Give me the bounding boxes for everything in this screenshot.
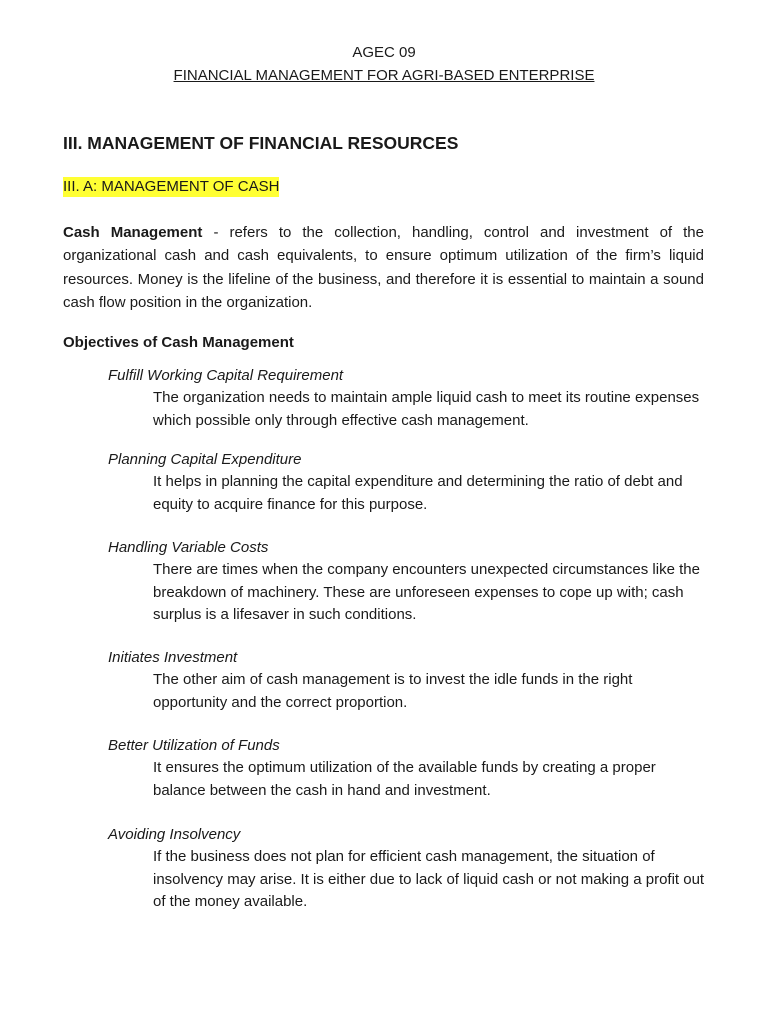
objective-title: Fulfill Working Capital Requirement [108,367,344,384]
objective-description: The organization needs to maintain ample liquid cash to meet its routine expenses which possible only through effective cash management. [153,389,700,429]
course-title-line [0,66,768,86]
objective-item-capital-expenditure [108,449,708,516]
definition-term: Cash Management [63,224,203,241]
cash-management-definition [63,221,704,314]
objective-description: It helps in planning the capital expenditure and determining the ratio of debt and equity to acquire finance for this purpose. [153,473,683,513]
objective-item-utilization-of-funds [108,735,708,802]
objective-title: Planning Capital Expenditure [108,451,302,468]
objective-title: Handling Variable Costs [108,539,269,556]
objective-item-avoiding-insolvency [108,824,708,914]
subsection-heading: III. A: MANAGEMENT OF CASH [63,178,280,195]
objective-title: Better Utilization of Funds [108,737,280,754]
objective-description: It ensures the optimum utilization of the available funds by creating a proper balance between the cash in hand and investment. [153,759,656,799]
objective-item-working-capital [108,365,708,432]
course-title: FINANCIAL MANAGEMENT FOR AGRI-BASED ENTERPRISE [173,67,595,84]
subsection-heading-line [63,177,279,197]
objective-description: The other aim of cash management is to invest the idle funds in the right opportunity and the correct proportion. [153,671,633,711]
section-heading: III. MANAGEMENT OF FINANCIAL RESOURCES [63,133,459,153]
objective-item-initiates-investment [108,647,708,714]
objective-title: Initiates Investment [108,649,238,666]
objective-description: If the business does not plan for efficient cash management, the situation of insolvency may arise. It is either due to lack of liquid cash or not making a profit out of the money available. [153,848,705,910]
objectives-heading: Objectives of Cash Management [63,334,294,351]
objective-title: Avoiding Insolvency [108,826,241,843]
definition-text: - refers to the collection, handling, control and investment of the organizational cash and cash equivalents, to ensure optimum utilization of the firm’s liquid resources. Money is the lifeline of the business, and therefore it is essential to maintain a sound cash flow position in the organization. [63,224,704,311]
objective-item-variable-costs [108,537,708,627]
objective-description: There are times when the company encounters unexpected circumstances like the breakdown of machinery. These are unforeseen expenses to cope up with; cash surplus is a lifesaver in such conditions. [153,561,700,623]
course-code: AGEC 09 [352,44,416,61]
